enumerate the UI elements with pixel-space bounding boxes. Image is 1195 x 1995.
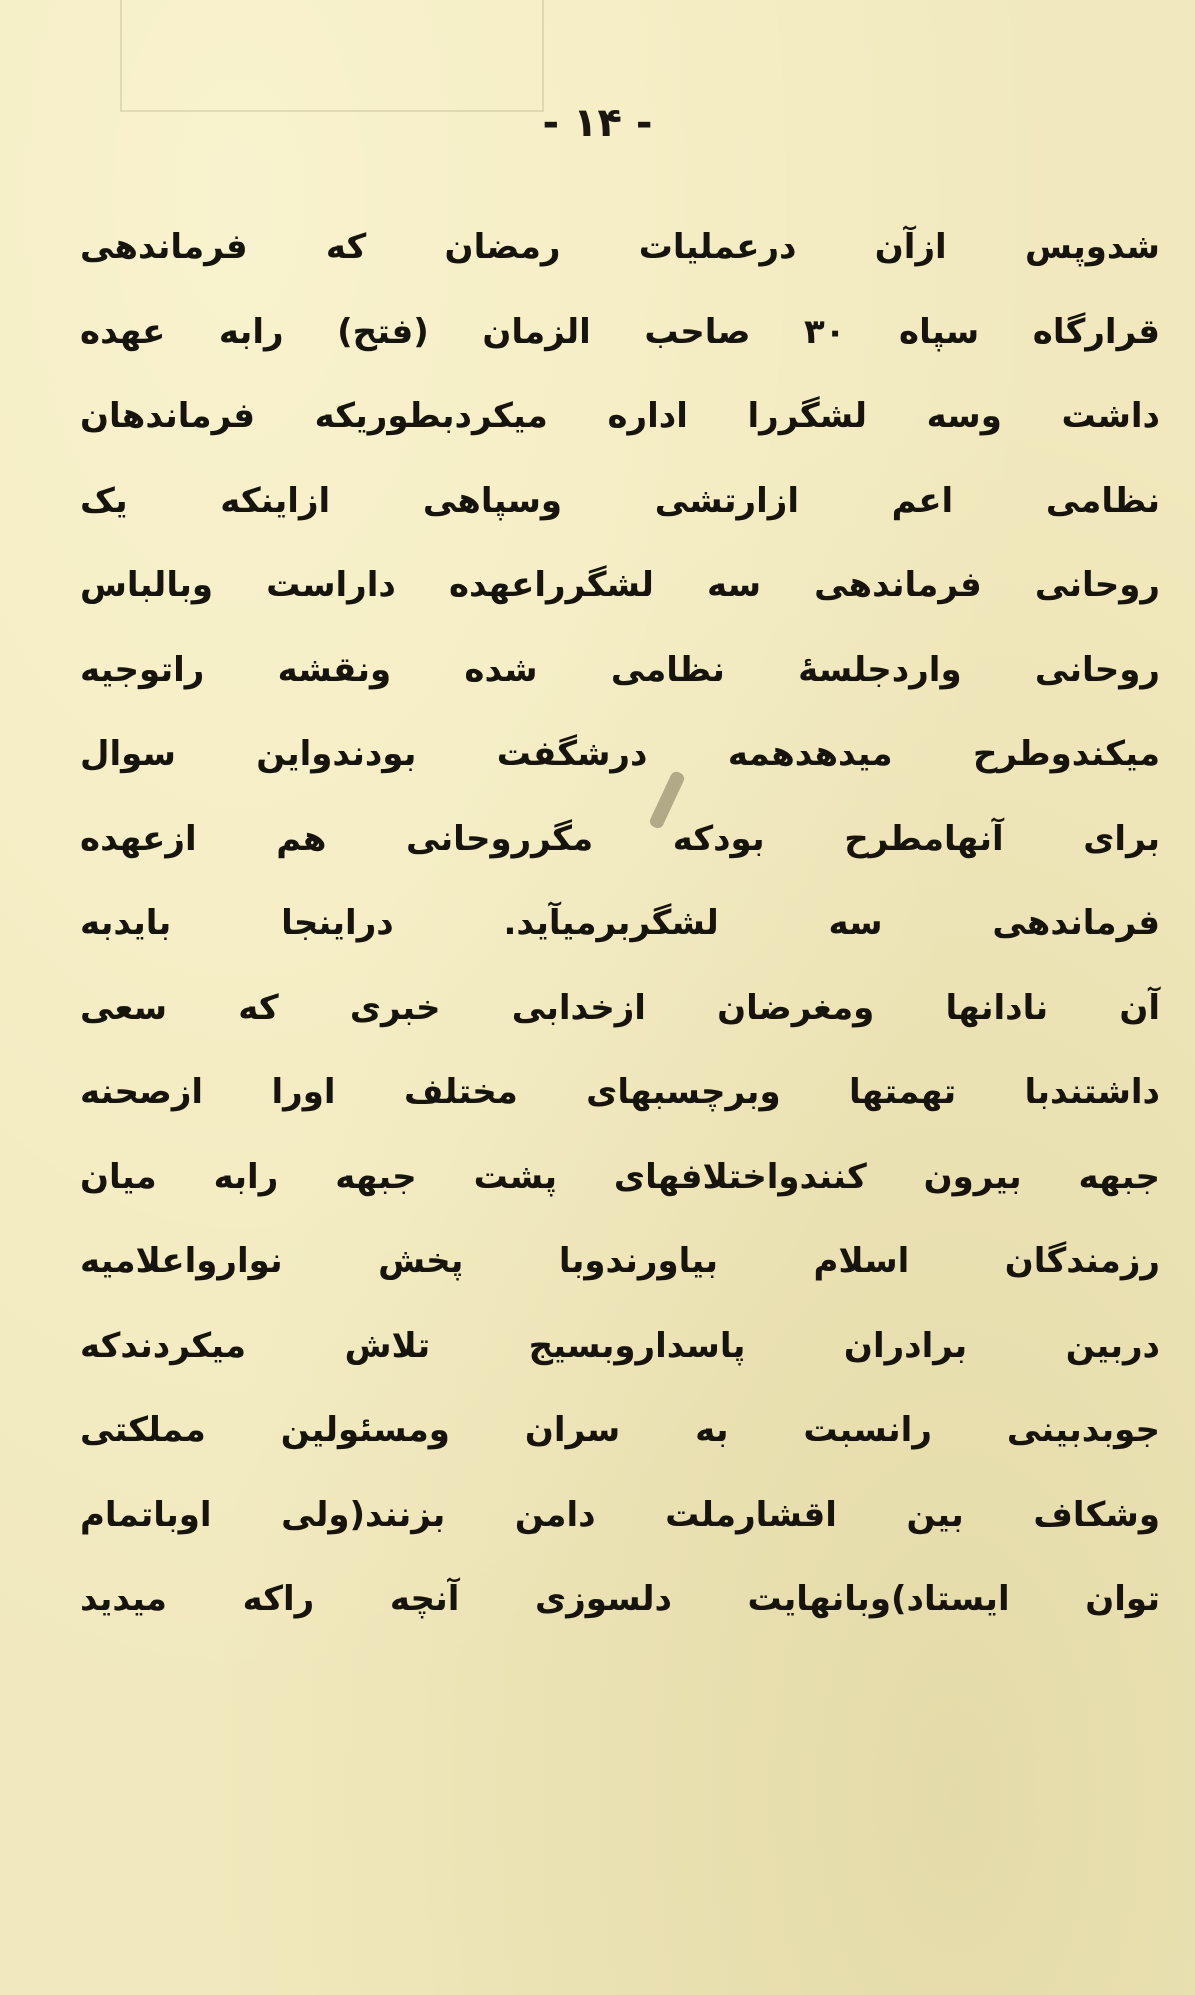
text-line: میکندوطرح میدهدهمه درشگفت بودندواین سوال (80, 734, 1160, 774)
text-line: روحانی واردجلسهٔ نظامی شده ونقشه راتوجیه (80, 649, 1160, 690)
text-line: داشت وسه لشگررا اداره میکردبطوریکه فرماندهان (80, 396, 1160, 436)
text-line: قرارگاه سپاه ۳۰ صاحب الزمان (فتح) رابه عهده (80, 311, 1160, 352)
text-line: نظامی اعم ازارتشی وسپاهی ازاینکه یک (80, 480, 1160, 521)
text-line: برای آنهامطرح بودکه مگرروحانی هم ازعهده (80, 818, 1160, 859)
text-line: دربین برادران پاسداروبسیج تلاش میکردندکه (80, 1325, 1160, 1366)
text-line: جبهه بیرون کنندواختلافهای پشت جبهه رابه میان (80, 1156, 1160, 1197)
text-line: رزمندگان اسلام بیاورندوبا پخش نوارواعلامیه (80, 1241, 1160, 1281)
text-line: جوبدبینی رانسبت به سران ومسئولین مملکتی (80, 1410, 1160, 1450)
text-line: فرماندهی سه لشگربرمیآید. دراینجا بایدبه (80, 903, 1160, 943)
text-line: داشتندبا تهمتها وبرچسبهای مختلف اورا ازصحنه (80, 1072, 1160, 1112)
text-line: آن نادانها ومغرضان ازخدابی خبری که سعی (80, 987, 1160, 1028)
body-text (80, 205, 1160, 1642)
text-line: وشکاف بین اقشارملت دامن بزنند(ولی اوباتمام (80, 1494, 1160, 1535)
text-line: روحانی فرماندهی سه لشگرراعهده داراست وبالباس (80, 565, 1160, 605)
text-line: توان ایستاد)وبانهایت دلسوزی آنچه راکه میدید (80, 1579, 1160, 1619)
page-number: - ۱۴ - (542, 100, 653, 146)
text-line: شدوپس ازآن درعملیات رمضان که فرماندهی (80, 227, 1160, 267)
faded-stamp (120, 0, 544, 112)
